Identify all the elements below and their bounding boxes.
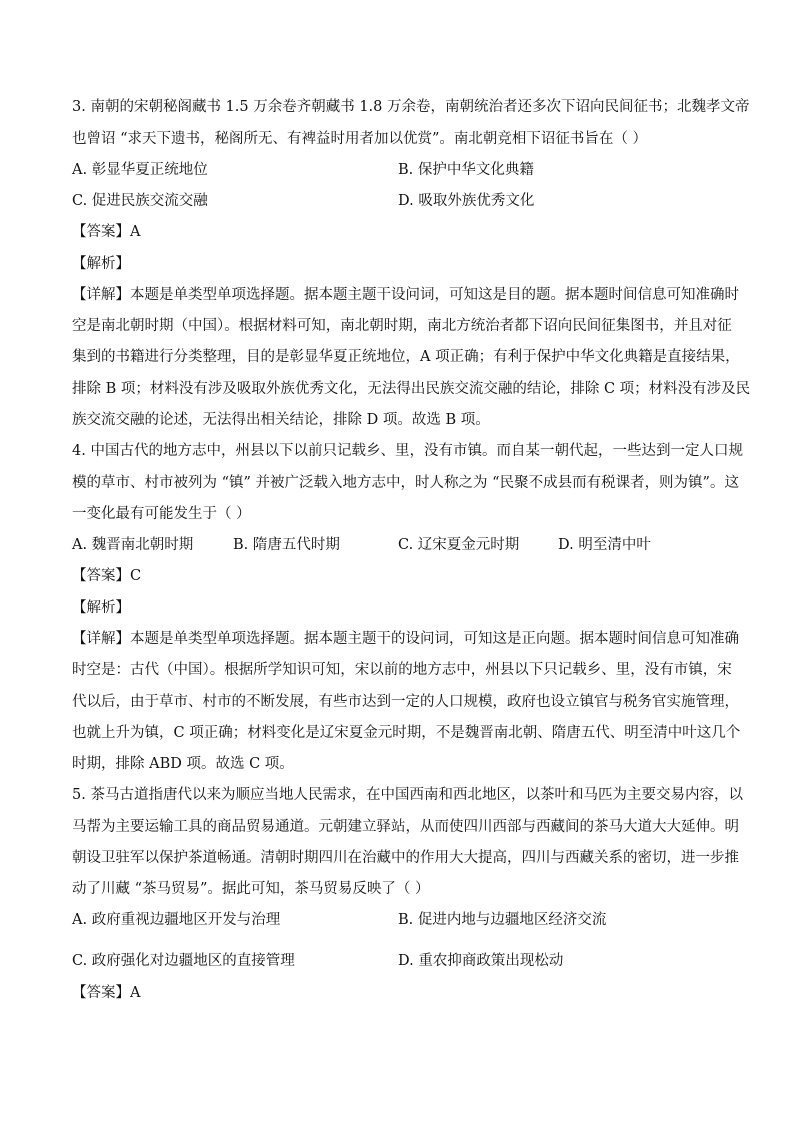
q5-stem-line-4: 动了川藏 “茶马贸易”。据此可知，茶马贸易反映了（ ） <box>72 881 430 897</box>
q5-stem-line-2: 马帮为主要运输工具的商品贸易通道。元朝建立驿站，从而使四川西部与西藏间的茶马大道大大延伸。明 <box>72 819 739 835</box>
q4-stem-line-2: 模的草市、村市被列为 “镇” 并被广泛载入地方志中，时人称之为 “民聚不成县而有税课者，则为镇”。这 <box>72 475 739 491</box>
q4-option-c: C. 辽宋夏金元时期 <box>398 537 520 553</box>
q4-option-a: A. 魏晋南北朝时期 <box>72 537 194 553</box>
q5-option-a: A. 政府重视边疆地区开发与治理 <box>72 912 281 928</box>
q4-analysis-label: 【解析】 <box>72 600 130 616</box>
q3-detail-line-2: 空是南北朝时期（中国）。根据材料可知，南北朝时期，南北方统治者都下诏向民间征集图书，并且对征 <box>72 318 732 334</box>
q3-analysis-label: 【解析】 <box>72 256 130 272</box>
q5-stem-line-1: 5. 茶马古道指唐代以来为顺应当地人民需求，在中国西南和西北地区，以茶叶和马匹为主要交易内容，以 <box>72 787 743 803</box>
q5-stem-line-3: 朝设卫驻军以保护茶道畅通。清朝时期四川在治藏中的作用大大提高，四川与西藏关系的密切，进一步推 <box>72 850 739 866</box>
q5-answer: 【答案】A <box>72 985 141 1001</box>
q5-option-b: B. 促进内地与边疆地区经济交流 <box>398 912 607 928</box>
q4-stem-line-3: 一变化最有可能发生于（ ） <box>72 506 251 522</box>
q4-option-d: D. 明至清中叶 <box>558 537 651 553</box>
q4-detail-line-1: 【详解】本题是单类型单项选择题。据本题主题干的设问词，可知这是正向题。据本题时间信息可知准确 <box>72 631 739 647</box>
q3-option-c: C. 促进民族交流交融 <box>72 193 208 209</box>
q4-detail-line-4: 也就上升为镇，C 项正确；材料变化是辽宋夏金元时期，不是魏晋南北朝、隋唐五代、明至清中叶这几个 <box>72 725 741 741</box>
q4-detail-line-3: 代以后，由于草市、村市的不断发展，有些市达到一定的人口规模，政府也设立镇官与税务官实施管理， <box>72 694 739 710</box>
q3-detail-line-3: 集到的书籍进行分类整理，目的是彰显华夏正统地位，A 项正确；有利于保护中华文化典籍是直接结果， <box>72 349 740 365</box>
q3-stem-line-1: 3. 南朝的宋朝秘阁藏书 1.5 万余卷齐朝藏书 1.8 万余卷，南朝统治者还多次下诏向民间征书；北魏孝文帝 <box>72 99 750 115</box>
q3-detail-line-1: 【详解】本题是单类型单项选择题。据本题主题干设问词，可知这是目的题。据本题时间信息可知准确时 <box>72 287 739 303</box>
q4-stem-line-1: 4. 中国古代的地方志中，州县以下以前只记载乡、里，没有市镇。而自某一朝代起，一些达到一定人口规 <box>72 443 743 459</box>
q3-stem-line-2: 也曾诏 “求天下遗书，秘阁所无、有裨益时用者加以优赏”。南北朝竞相下诏征书旨在（ ） <box>72 131 648 147</box>
q4-detail-line-5: 时期，排除 ABD 项。故选 C 项。 <box>72 756 294 772</box>
q3-option-a: A. 彰显华夏正统地位 <box>72 162 208 178</box>
q3-detail-line-4: 排除 B 项；材料没有涉及吸取外族优秀文化，无法得出民族交流交融的结论，排除 C 项；材料没有涉及民 <box>72 381 751 397</box>
q3-answer: 【答案】A <box>72 224 141 240</box>
q4-detail-line-2: 时空是：古代（中国）。根据所学知识可知，宋以前的地方志中，州县以下只记载乡、里，没有市镇，宋 <box>72 662 732 678</box>
q3-detail-line-5: 族交流交融的论述，无法得出相关结论，排除 D 项。故选 B 项。 <box>72 412 490 428</box>
q3-option-d: D. 吸取外族优秀文化 <box>398 193 535 209</box>
q5-option-c: C. 政府强化对边疆地区的直接管理 <box>72 953 295 969</box>
q5-option-d: D. 重农抑商政策出现松动 <box>398 953 564 969</box>
q4-answer: 【答案】C <box>72 568 142 584</box>
q3-option-b: B. 保护中华文化典籍 <box>398 162 534 178</box>
q4-option-b: B. 隋唐五代时期 <box>233 537 340 553</box>
